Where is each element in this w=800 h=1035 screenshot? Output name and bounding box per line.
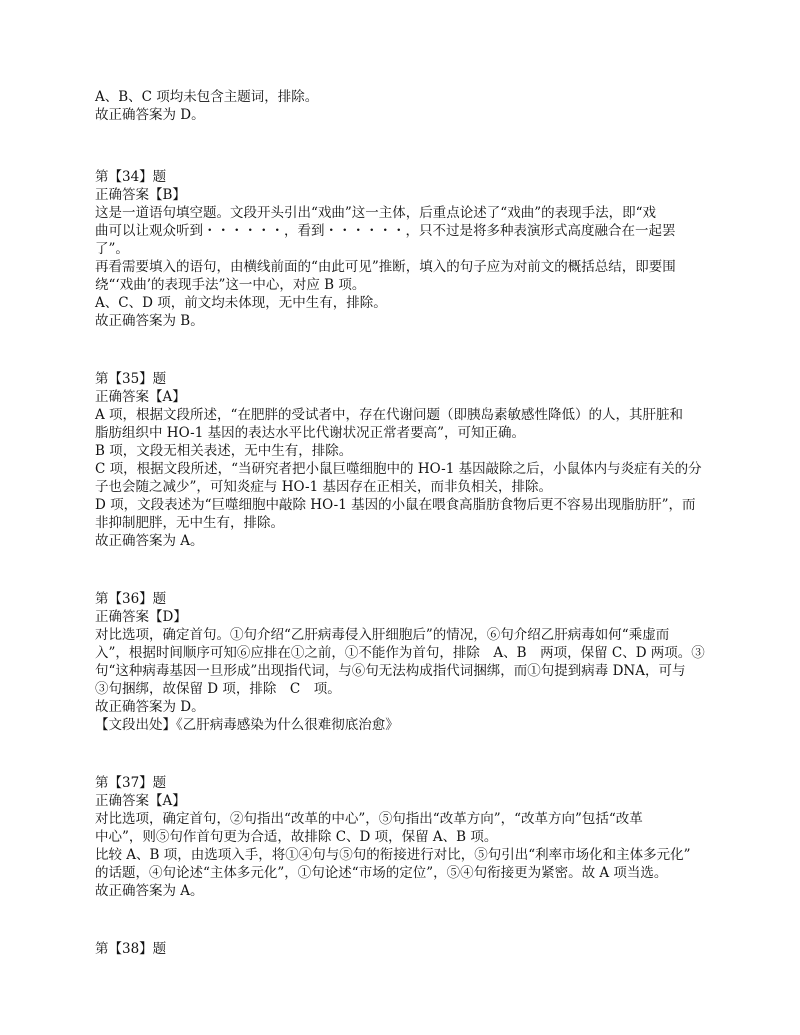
answer-label: 正确答案【B】 (95, 187, 186, 203)
explanation-line: 的话题，④句论述“主体多元化”，①句论述“市场的定位”，⑤④句衔接更为紧密。故 A 项当选。 (95, 865, 668, 881)
question-38 (95, 940, 715, 958)
explanation-line: 子也会随之减少”，可知炎症与 HO-1 基因存在正相关，而非负相关，排除。 (95, 479, 552, 495)
question-34 (95, 168, 715, 330)
intro-line: A、B、C 项均未包含主题词，排除。 (95, 89, 319, 105)
explanation-line: 脂肪组织中 HO-1 基因的表达水平比代谢状况正常者要高”，可知正确。 (95, 425, 525, 441)
question-heading: 第【34】题 (95, 169, 167, 185)
question-heading: 第【35】题 (95, 371, 167, 387)
explanation-line: 绕“‘戏曲’的表现手法”这一中心，对应 B 项。 (95, 277, 366, 293)
question-heading: 第【38】题 (95, 941, 167, 957)
question-35 (95, 370, 715, 550)
answer-label: 正确答案【D】 (95, 609, 187, 625)
explanation-line: A 项，根据文段所述，“在肥胖的受试者中，存在代谢问题（即胰岛素敏感性降低）的人，其肝脏和 (95, 407, 683, 423)
explanation-line: 入”，根据时间顺序可知⑥应排在①之前，①不能作为首句，排除 A、B 两项，保留 C、D 两项。③ (95, 645, 705, 661)
question-37 (95, 774, 715, 900)
explanation-line: 曲可以让观众听到・・・・・・，看到・・・・・・，只不过是将多种表演形式高度融合在一起罢 (95, 223, 676, 239)
question-heading: 第【37】题 (95, 775, 167, 791)
answer-label: 正确答案【A】 (95, 389, 186, 405)
explanation-line: ③句捆绑，故保留 D 项，排除 C 项。 (95, 681, 341, 697)
intro-line: 故正确答案为 D。 (95, 107, 205, 123)
source-reference: 【文段出处】《乙肝病毒感染为什么很难彻底治愈》 (95, 717, 399, 733)
document-page (95, 88, 715, 958)
explanation-line: 这是一道语句填空题。文段开头引出“戏曲”这一主体，后重点论述了“戏曲”的表现手法，即“戏 (95, 205, 657, 221)
intro-block (95, 88, 715, 124)
explanation-line: 对比选项，确定首句。①句介绍“乙肝病毒侵入肝细胞后”的情况，⑥句介绍乙肝病毒如何“乘虚而 (95, 627, 670, 643)
question-36 (95, 590, 715, 734)
explanation-line: 了”。 (95, 241, 129, 257)
explanation-line: 对比选项，确定首句，②句指出“改革的中心”，⑤句指出“改革方向”，“改革方向”包括“改革 (95, 811, 643, 827)
explanation-line: 句“这种病毒基因一旦形成”出现指代词，与⑥句无法构成指代词捆绑，而①句提到病毒 DNA，可与 (95, 663, 686, 679)
explanation-line: 故正确答案为 A。 (95, 883, 204, 899)
explanation-line: A、C、D 项，前文均未体现，无中生有，排除。 (95, 295, 387, 311)
question-heading: 第【36】题 (95, 591, 167, 607)
explanation-line: 中心”，则⑤句作首句更为合适，故排除 C、D 项，保留 A、B 项。 (95, 829, 498, 845)
explanation-line: 故正确答案为 B。 (95, 313, 204, 329)
explanation-line: 故正确答案为 A。 (95, 533, 204, 549)
explanation-line: C 项，根据文段所述，“当研究者把小鼠巨噬细胞中的 HO-1 基因敲除之后，小鼠体内与炎症有关的分 (95, 461, 702, 477)
answer-label: 正确答案【A】 (95, 793, 186, 809)
explanation-line: 非抑制肥胖，无中生有，排除。 (95, 515, 284, 531)
explanation-line: 比较 A、B 项，由选项入手，将①④句与⑤句的衔接进行对比，⑤句引出“利率市场化和主体多元化” (95, 847, 691, 863)
explanation-line: B 项，文段无相关表述，无中生有，排除。 (95, 443, 353, 459)
explanation-line: 故正确答案为 D。 (95, 699, 205, 715)
explanation-line: 再看需要填入的语句，由横线前面的“由此可见”推断，填入的句子应为对前文的概括总结，即要围 (95, 259, 676, 275)
explanation-line: D 项，文段表述为“巨噬细胞中敲除 HO-1 基因的小鼠在喂食高脂肪食物后更不容易出现脂肪肝”，而 (95, 497, 696, 513)
